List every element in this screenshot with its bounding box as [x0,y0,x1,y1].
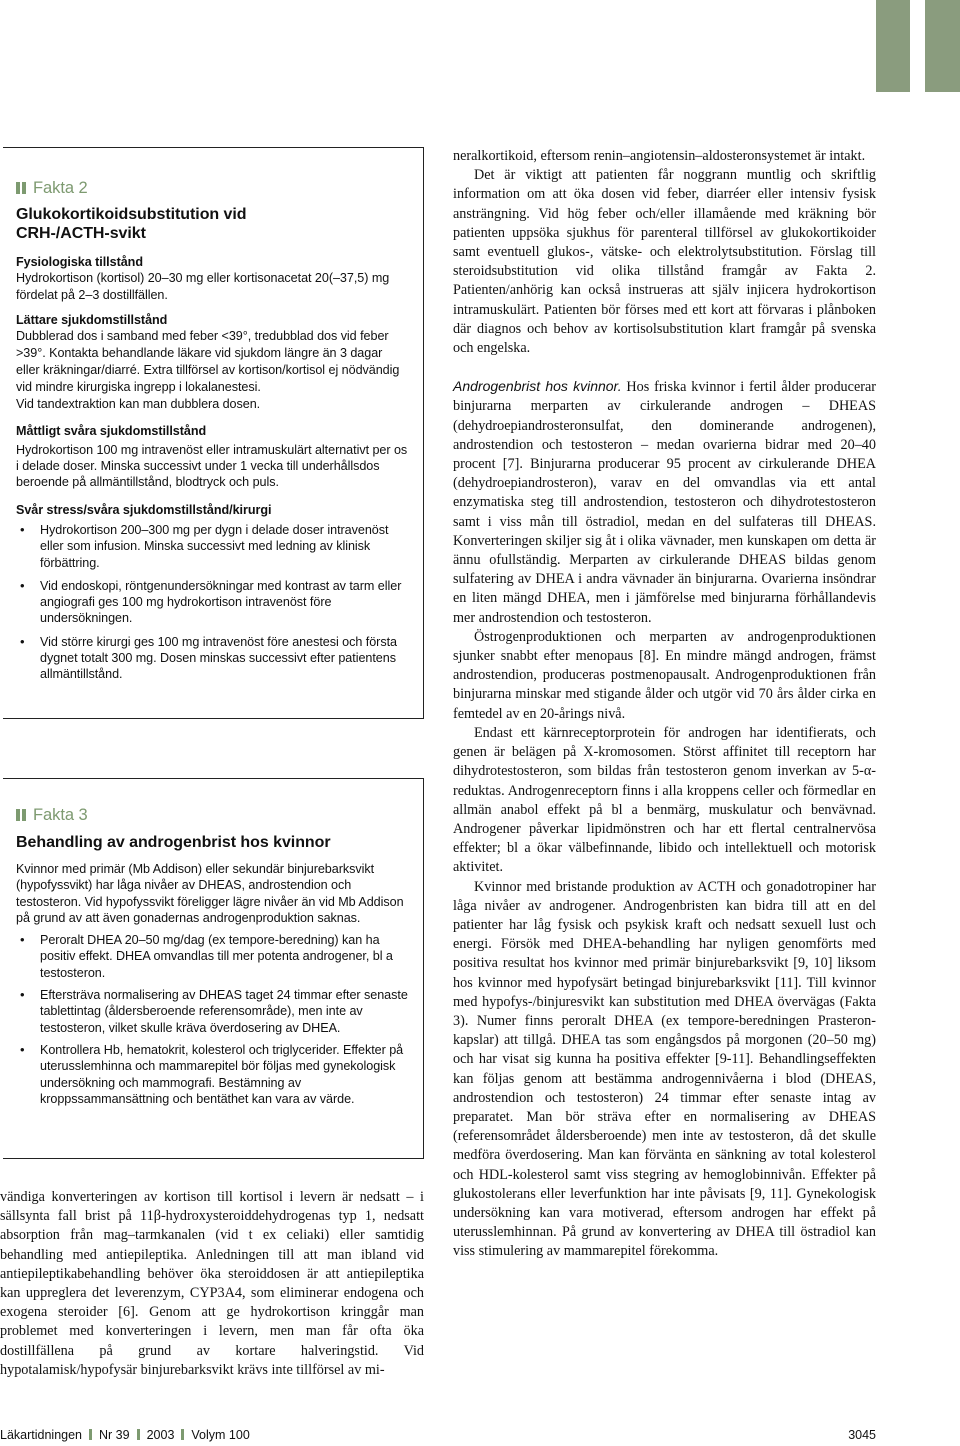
list-item: • Vid endoskopi, röntgenundersökningar med kontrast av tarm eller angiografi ges 100 mg hydrokortison intravenöst före undersökningen. [16,578,409,627]
page-number: 3045 [848,1428,876,1442]
mattligt-text: Hydrokortison 100 mg intravenöst eller intramuskulärt alternativt per os i delade doser. Minska successivt under 1 vecka till underhållsdos beroende på allmäntillstånd, blodtryck och puls. [16,442,408,490]
list-item: • Peroralt DHEA 20–50 mg/dag (ex tempore-beredning) kan ha positiv effekt. DHEA omvandlas till mer potenta androgener, bl a testosteron. [16,932,409,981]
body-paragraph: Endast ett kärnreceptorprotein för androgen har identifierats, och genen är belägen på X-kromosomen. Störst affinitet till receptorn har dihydrotestosteron, som bildas från testosteron genom inverkan av 5-α-reduktas. Androgenreceptorn finns i alla kroppens celler och förmedlar en allmän anabol effekt på bl a benmärg, muskulatur och benvävnad. Androgener påverkar lipidmönstren och har ett flertal centralnervösa effekter; bl a ökar välbefinnande, libido och intellektuell och motorisk aktivitet. [453,724,876,876]
separator-icon [137,1429,140,1440]
section-heading: Androgenbrist hos kvinnor. [453,378,622,395]
body-paragraph: neralkortikoid, eftersom renin–angiotensin–aldosteronsystemet är intakt. [453,148,866,164]
list-item: • Kontrollera Hb, hematokrit, kolesterol och triglycerider. Effekter på uterusslemhinna och mammarepitel bör följas med gynekologisk undersökning och mammografi. Bestämning av kroppssammansättning och bentäthet kan vara av värde. [16,1042,409,1107]
fakta-2-box [3,147,424,719]
fysiologiska-heading: Fysiologiska tillstånd [16,255,143,269]
fysiologiska-text: Hydrokortison (kortisol) 20–30 mg eller kortisonacetat 20(–37,5) mg fördelat på 2–3 dostillfällen. [16,271,390,302]
bars-icon [16,809,27,821]
svar-heading: Svår stress/svåra sjukdomstillstånd/kirurgi [16,502,272,517]
footer-left [0,1427,250,1443]
body-paragraph: vändiga konverteringen av kortison till kortisol i levern är nedsatt – i sällsynta fall brist på 11β-hydroxysteroiddehydrogenas typ 1, nedsatt absorption från mag–tarmkanalen (vid t ex celiaki) eller samtidig behandling med antiepileptika. Anledningen till att man ibland vid antiepileptikabehandling behöver öka steroiddosen är att antiepileptika kan uppreglera det leverenzym, CYP3A4, som eliminerar endogena och exogena steroider [6]. Genom att ge hydrokortison kringgår man problemet med konverteringen i levern, men man får ofta öka dostillfällena på grund av kortare halveringstid. Vid hypotalamisk/hypofysär binjurebarksvikt krävs inte tillförsel av mi- [0,1189,424,1378]
corner-tab-2 [925,0,960,92]
separator-icon [181,1429,184,1440]
right-column-text [453,147,876,1262]
fakta-3-title: Behandling av androgenbrist hos kvinnor [16,834,331,851]
fakta-3-intro: Kvinnor med primär (Mb Addison) eller sekundär binjurebarksvikt (hypofyssvikt) har låga nivåer av DHEAS, androstendion och testosteron. Vid hypofyssvikt föreligger lägre nivåer än vid Mb Addison på grund av att även gonadernas androgenproduktion saknas. [16,862,404,925]
year: 2003 [146,1428,175,1442]
fakta-3-label: Fakta 3 [16,805,409,825]
fakta-2-title: Glukokortikoidsubstitution vid CRH-/ACTH-svikt [16,206,247,242]
body-paragraph: Det är viktigt att patienten får noggrann muntlig och skriftlig information om att öka dosen vid feber, diarréer eller intensiv fysisk ansträngning. Vid hög feber och/eller illamående med kräkning bör patienten uppsöka sjukhus för parenteral tillförsel av glukokortikoider samt eventuell glukos-, vätske- och elektrolytsubstitution. Förslag till steroidsubstitution vid olika tillstånd framgår av Fakta 2. Patienten/anhörig kan också instrueras att själv injicera hydrokortison intramuskulärt. Patienten bör förses med ett kort att förvaras i plånboken där diagnos och behov av kortisolsubstitution klart framgår på svenska och engelska. [453,167,876,357]
lattare-text-2: Vid tandextraktion kan man dubblera dosen. [16,397,261,412]
issue-number: Nr 39 [99,1428,130,1442]
fakta-3-box [3,778,424,1159]
list-item: • Eftersträva normalisering av DHEAS taget 24 timmar efter senaste tablettintag (åldersberoende referensområde), men inte av testosteron, vilket skulle kräva överdosering av DHEA. [16,987,409,1036]
list-item: • Vid större kirurgi ges 100 mg intravenöst före anestesi och första dygnet totalt 300 mg. Dosen minskas successivt efter patientens allmäntillstånd. [16,634,409,683]
list-item: • Hydrokortison 200–300 mg per dygn i delade doser intravenöst eller som infusion. Minska successivt med ledning av klinisk förbättring. [16,522,409,571]
journal-name: Läkartidningen [0,1428,83,1442]
volume: Volym 100 [191,1428,250,1442]
separator-icon [89,1429,92,1440]
left-column-text [0,1188,424,1380]
body-paragraph: Androgenbrist hos kvinnor. Hos friska kvinnor i fertil ålder producerar binjurarna merparten av cirkulerande androgen – DHEAS (dehydroepiandrosteronsulfat, den dominerande androgenen), androstendion och testosteron – medan ovarierna bidrar med 20–40 procent [7]. Binjurarna producerar 95 procent av cirkulerande DHEA (dehydroepiandrosteron), varav en del omvandlas via ett antal enzymatiska steg till androstendion, testosteron och dihydrotestosteron samt i viss mån till östradiol, medan en del sulfateras till DHEAS. Konverteringen skiljer sig åt i olika vävnader, men kunskapen om detta är ännu ofullständig. Merparten av cirkulerande DHEAS bildas genom sulfatering av DHEA i andra vävnader än binjurarna. Ovarierna insöndrar en liten mängd DHEA, men i jämförelse med binjurarna förhållandevis mer androstendion och testosteron. [453,378,876,626]
bars-icon [16,182,27,194]
body-paragraph: Östrogenproduktionen och merparten av androgenproduktionen sjunker snabbt efter menopaus [8]. En mindre mängd androgen, främst androstendion, produceras postmenopausalt. Androgenproduktionen från binjurarna minskar med stigande ålder och utgör vid 70 års ålder cirka en femtedel av en 20-årings nivå. [453,628,876,722]
corner-tab-1 [876,0,910,92]
lattare-heading: Lättare sjukdomstillstånd [16,312,168,327]
lattare-text: Dubblerad dos i samband med feber <39°, tredubblad dos vid feber >39°. Kontakta behandlande läkare vid sjukdom längre än 3 dagar eller kräkningar/diarré. Extra tillförsel av kortison/kortisol ej nödvändig vid mindre kirurgiska ingrepp i lokalanestesi. [16,329,400,395]
fakta-2-label: Fakta 2 [16,178,409,198]
mattligt-heading: Måttligt svåra sjukdomstillstånd [16,424,207,439]
body-paragraph: Kvinnor med bristande produktion av ACTH och gonadotropiner har låga nivåer av androgener. Androgenbristen kan bidra till att en del patienter har låg fysisk och psykisk kraft och nedsatt sexuell lust och energi. Försök med DHEA-behandling har nyligen genomförts med positiva resultat hos kvinnor med primär binjurebarksvikt [9, 10] liksom hos kvinnor med hypofysärt betingad binjurebarksvikt [11]. Till kvinnor med hypofys-/binjuresvikt kan substitution med DHEA övervägas (Fakta 3). Numer finns peroralt DHEA (ex tempore-beredningen Prasteron-kapslar) att tillgå. DHEA tas som engångsdos på morgonen (20–50 mg) och har visat sig kunna ha positiva effekter [9-11]. Behandlingseffekten kan följas genom att bestämma androgennivåerna i blod (DHEAS, androstendion och testosteron) 24 timmar efter senaste intag av preparatet. Man bör sträva efter en normalisering av DHEAS (referensområdet åldersberoende) men inte av testosteron, då det skulle medföra överdosering. Man kan förvänta en sänkning av total kolesterol och HDL-kolesterol samt viss stegring av hemoglobinnivån. Effekter på glukostolerans eller leverfunktion har inte påvisats [9, 11]. Gynekologisk undersökning kan vara motiverad, eftersom androgen har effekt på uterusslemhinnan. På grund av konvertering av DHEA till östradiol kan viss stimulering av mammarepitel förekomma. [453,878,876,1260]
